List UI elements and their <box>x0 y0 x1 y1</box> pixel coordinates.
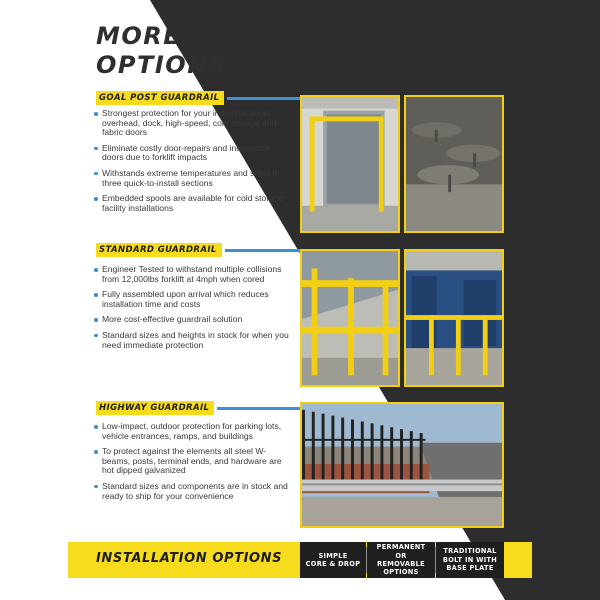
installation-options-title: INSTALLATION OPTIONS <box>96 551 283 566</box>
section-tag: GOAL POST GUARDRAIL <box>96 91 224 105</box>
option-line: TRADITIONAL <box>443 547 497 556</box>
highway-guardrail-photo <box>300 402 504 528</box>
bullet-item: Standard sizes and heights in stock for when you need immediate protection <box>93 331 289 350</box>
bullet-item: Low-impact, outdoor protection for parking lots, vehicle entrances, ramps, and buildings <box>93 422 289 441</box>
option-line: PERMANENT <box>376 543 426 552</box>
section-header-goal-post <box>96 91 325 105</box>
install-option-core-drop <box>300 542 366 578</box>
option-line: BOLT IN WITH <box>442 555 498 564</box>
section-header-standard <box>96 243 307 257</box>
page-title-line-2: OPTIONS <box>96 51 228 79</box>
section-rule <box>225 249 307 252</box>
highway-bullet-list <box>93 422 289 507</box>
bullet-item: Standard sizes and components are in stock and ready to ship for your convenience <box>93 482 289 501</box>
option-line: OPTIONS <box>383 568 419 577</box>
bullet-item: Fully assembled upon arrival which reduces installation time and costs <box>93 290 289 309</box>
install-option-bolt-in <box>436 542 504 578</box>
bullet-item: More cost-effective guardrail solution <box>93 315 289 325</box>
option-line: CORE & DROP <box>305 560 361 568</box>
install-option-permanent-removable <box>367 542 435 578</box>
bullet-item: Strongest protection for your industrial doors - overhead, dock, high-speed, cold storage and fabric doors <box>93 109 289 138</box>
option-line: OR REMOVABLE <box>377 551 425 568</box>
section-tag: HIGHWAY GUARDRAIL <box>96 401 214 415</box>
bullet-item: Eliminate costly door-repairs and inoperable doors due to forklift impacts <box>93 144 289 163</box>
goal-post-bullet-list <box>93 109 289 219</box>
standard-guardrail-photo <box>300 249 400 387</box>
standard-bullet-list <box>93 265 289 356</box>
bullet-item: Embedded spools are available for cold storage facility installations <box>93 194 289 213</box>
page-title <box>96 22 228 80</box>
bullet-item: Withstands extreme temperatures and ships in three quick-to-install sections <box>93 169 289 188</box>
option-line: SIMPLE <box>318 551 348 560</box>
section-tag: STANDARD GUARDRAIL <box>96 243 222 257</box>
dust-collector-guardrail-photo <box>404 249 504 387</box>
bullet-item: Engineer Tested to withstand multiple collisions from 12,000lbs forklift at 4mph when cored <box>93 265 289 284</box>
section-header-highway <box>96 401 315 415</box>
embedded-spools-photo <box>404 95 504 233</box>
bullet-item: To protect against the elements all steel W-beams, posts, terminal ends, and hardware are hot dipped galvanized <box>93 447 289 476</box>
option-line: BASE PLATE <box>446 564 494 573</box>
page-title-line-1: MORE <box>96 22 182 50</box>
goal-post-door-photo <box>300 95 400 233</box>
